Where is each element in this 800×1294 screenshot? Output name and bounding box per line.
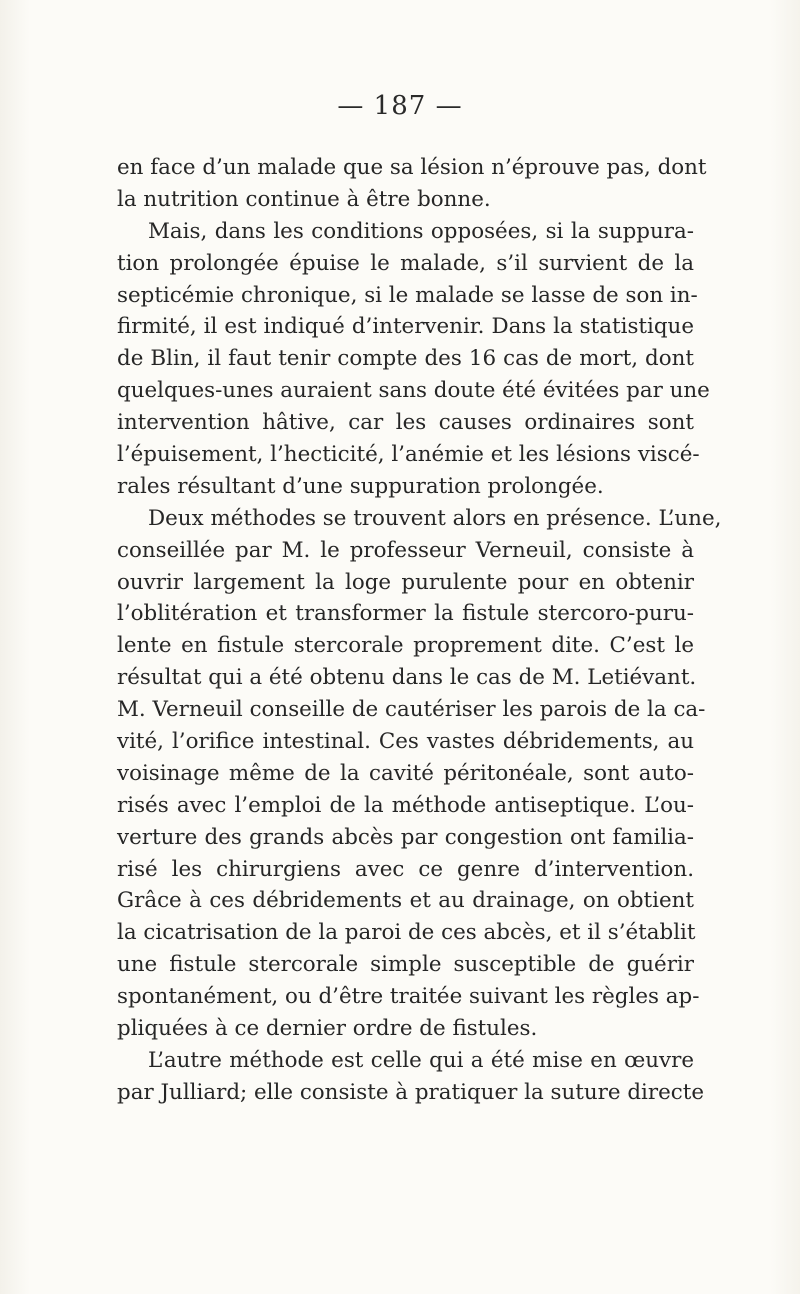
- text-line: tion prolongée épuise le malade, s’il survient de la: [117, 250, 694, 276]
- text-line: la nutrition continue à être bonne.: [117, 186, 491, 212]
- text-line: pliquées à ce dernier ordre de fistules.: [117, 1016, 538, 1042]
- text-line: la cicatrisation de la paroi de ces abcès, et il s’établit: [117, 920, 696, 946]
- text-line: l’oblitération et transformer la fistule stercoro-puru-: [117, 601, 694, 627]
- text-line: M. Verneuil conseille de cautériser les parois de la ca-: [117, 697, 706, 723]
- text-line: de Blin, il faut tenir compte des 16 cas de mort, dont: [117, 346, 694, 372]
- text-line: quelques-unes auraient sans doute été évitées par une: [117, 378, 710, 404]
- text-line: voisinage même de la cavité péritonéale, sont auto-: [117, 760, 694, 786]
- text-line: firmité, il est indiqué d’intervenir. Dans la statistique: [117, 314, 694, 340]
- text-line: verture des grands abcès par congestion ont familia-: [117, 824, 694, 850]
- text-line: spontanément, ou d’être traitée suivant les règles ap-: [117, 984, 700, 1010]
- text-line: résultat qui a été obtenu dans le cas de M. Letiévant.: [117, 665, 697, 691]
- text-line: conseillée par M. le professeur Verneuil, consiste à: [117, 537, 694, 563]
- text-line: L’autre méthode est celle qui a été mise en œuvre: [148, 1047, 694, 1073]
- text-line: septicémie chronique, si le malade se lasse de son in-: [117, 282, 698, 308]
- text-line: en face d’un malade que sa lésion n’éprouve pas, dont: [117, 155, 707, 180]
- text-line: l’épuisement, l’hecticité, l’anémie et les lésions viscé-: [117, 442, 700, 468]
- text-line: une fistule stercorale simple susceptible de guérir: [117, 952, 694, 978]
- text-line: ouvrir largement la loge purulente pour en obtenir: [117, 569, 694, 595]
- body-text: [117, 152, 722, 1109]
- text-line: Mais, dans les conditions opposées, si la suppura-: [148, 218, 694, 244]
- text-line: Deux méthodes se trouvent alors en présence. L’une,: [148, 505, 722, 531]
- text-line: risé les chirurgiens avec ce genre d’intervention.: [117, 856, 694, 882]
- text-line: lente en fistule stercorale proprement dite. C’est le: [117, 633, 694, 659]
- text-line: risés avec l’emploi de la méthode antiseptique. L’ou-: [117, 792, 694, 818]
- text-line: vité, l’orifice intestinal. Ces vastes débridements, au: [117, 729, 694, 755]
- text-line: rales résultant d’une suppuration prolongée.: [117, 473, 604, 499]
- text-line: par Julliard; elle consiste à pratiquer la suture directe: [117, 1079, 704, 1105]
- page-number-header: — 187 —: [337, 91, 463, 121]
- text-line: intervention hâtive, car les causes ordinaires sont: [117, 410, 694, 436]
- text-line: Grâce à ces débridements et au drainage, on obtient: [117, 888, 694, 914]
